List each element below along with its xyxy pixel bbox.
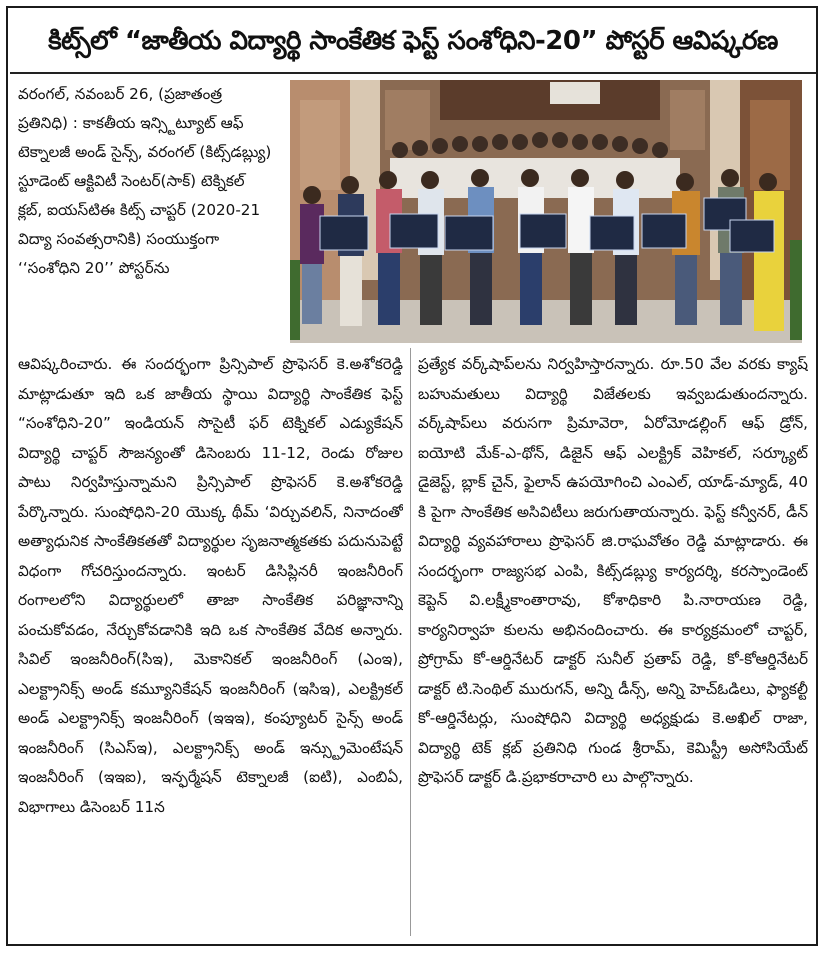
article-body-left: ఆవిష్కరించారు. ఈ సందర్భంగా ప్రిన్సిపాల్ ప్రొఫెసర్ కె.అశోకరెడ్డి మాట్లాడుతూ ఇది ఒక జాతీయ స్థాయి విద్యార్థి సాంకేతిక ఫెస్ట్ “సంశోధిని-20” ఇండియన్ సొసైటీ ఫర్ టెక్నికల్ ఎడ్యుకేషన్ విద్యార్థి చాప్టర్ సౌజన్యంతో డిసెంబరు 11-12, రెండు రోజుల పాటు నిర్వహిస్తున్నామని ప్రిన్సిపాల్ ప్రొఫెసర్ కె.అశోకరెడ్డి పేర్కొన్నారు. సుంషోధిని-20 యొక్క థీమ్ ‘విర్చువలిన్, నినాదంతో అత్యాధునిక సాంకేతికతతో విద్యార్థుల సృజనాత్మకతకు పదునుపెట్టే విధంగా గోచరిస్తుందన్నారు. ఇంటర్ డిసిప్లినరీ ఇంజనీరింగ్ రంగాలలోని విద్యార్థులలో తాజా సాంకేతిక పరిజ్ఞానాన్ని పంచుకోవడం, నేర్చుకోవడానికి ఇది ఒక సాంకేతిక వేదిక అన్నారు. సివిల్ ఇంజనీరింగ్(సిఇ), మెకానికల్ ఇంజనీరింగ్ (ఎంఇ), ఎలక్ట్రానిక్స్ అండ్ కమ్యూనికేషన్ ఇంజనీరింగ్ (ఇసిఇ), ఎలక్ట్రికల్ అండ్ ఎలక్ట్రానిక్స్ ఇంజనీరింగ్ (ఇఇఇ), కంప్యూటర్ సైన్స్ అండ్ ఇంజనీరింగ్ (సిఎస్ఇ), ఎలక్ట్రానిక్స్ అండ్ ఇన్స్ట్రుమెంటేషన్ ఇంజనీరింగ్ (ఇఇఐ), ఇన్ఫర్మేషన్ టెక్నాలజీ (ఐటి), ఎంబిఏ, విభాగాలు డిసెంబర్ 11న: [18, 355, 403, 816]
headline: కిట్స్‌లో “జాతీయ విద్యార్థి సాంకేతిక ఫెస్ట్ సంశోధిని-20” పోస్టర్ ఆవిష్కరణ: [48, 26, 778, 56]
article-body-right: ప్రత్యేక వర్క్‌షాప్‌లను నిర్వహిస్తారన్నారు. రూ.50 వేల వరకు క్యాష్ బహుమతులు విద్యార్థి విజేతలకు ఇవ్వబడుతుందన్నారు. వర్క్‌షాప్‌లు వరుసగా ప్రిమావెరా, ఏరోమోడల్లింగ్ ఆఫ్ డ్రోన్, ఐయోటి మేక్-ఎ-థోన్, డిజైన్ ఆఫ్ ఎలక్ట్రిక్ వెహికల్, సర్క్యూట్ డైజెస్ట్, బ్లాక్ చైన్, ఫైలాన్ ఉపయోగించి ఎంఎల్, యాడ్-మ్యాడ్, 40 కి పైగా సాంకేతిక అసివిటీలు జరుగుతాయన్నారు. ఫెస్ట్ కన్వీనర్, డీన్ విద్యార్థి వ్యవహారాలు ప్రొఫెసర్ జి.రాఘవోతం రెడ్డి మాట్లాడారు. ఈ సందర్భంగా రాజ్యసభ ఎంపి, కిట్స్‌డబ్ల్యు కార్యదర్శి, కరస్పాండెంట్ కెప్టెన్ వి.లక్ష్మీకాంతారావు, కోశాధికారి పి.నారాయణ రెడ్డి, కార్యనిర్వాహ కులను అభినందించారు. ఈ కార్యక్రమంలో చాప్టర్, ప్రోగ్రామ్ కో-ఆర్డినేటర్ డాక్టర్ సునీల్ ప్రతాప్ రెడ్డి, కో-కోఆర్డినేటర్ డాక్టర్ టి.సెంథిల్ మురుగన్, అన్ని డీన్స్, అన్ని హెచ్‌ఓడిలు, ఫ్యాకల్టీ కో-ఆర్డినేటర్లు, సుంషోధిని విద్యార్థి అధ్యక్షుడు కె.అఖిల్ రాజా, విద్యార్థి టెక్ క్లబ్ ప్రతినిధి గుండ శ్రీరామ్, కెమిస్ట్రీ అసోసియేట్ ప్రొఫెసర్ డాక్టర్ డి.ప్రభాకరాచారి లు పాల్గొన్నారు.: [418, 355, 808, 786]
headline-divider: [10, 72, 816, 74]
column-divider: [410, 348, 411, 936]
intro-paragraph: వరంగల్, నవంబర్ 26, (ప్రజాతంత్ర ప్రతినిధి) : కాకతీయ ఇన్స్టిట్యూట్ ఆఫ్ టెక్నాలజీ అండ్ సైన్స్, వరంగల్ (కిట్స్‌డబ్ల్యు) స్టూడెంట్ ఆక్టివిటీ సెంటర్(సాక్) టెక్నికల్ క్లబ్, ఐయస్‌టిఈ కిట్స్ చాప్టర్ (2020-21 విద్యా సంవత్సరానికి) సంయుక్తంగా ‘‘సంశోధిని 20’’ పోస్టర్‌ను: [18, 85, 272, 277]
group-photo: [290, 80, 802, 343]
group-photo-illustration: [290, 80, 802, 343]
